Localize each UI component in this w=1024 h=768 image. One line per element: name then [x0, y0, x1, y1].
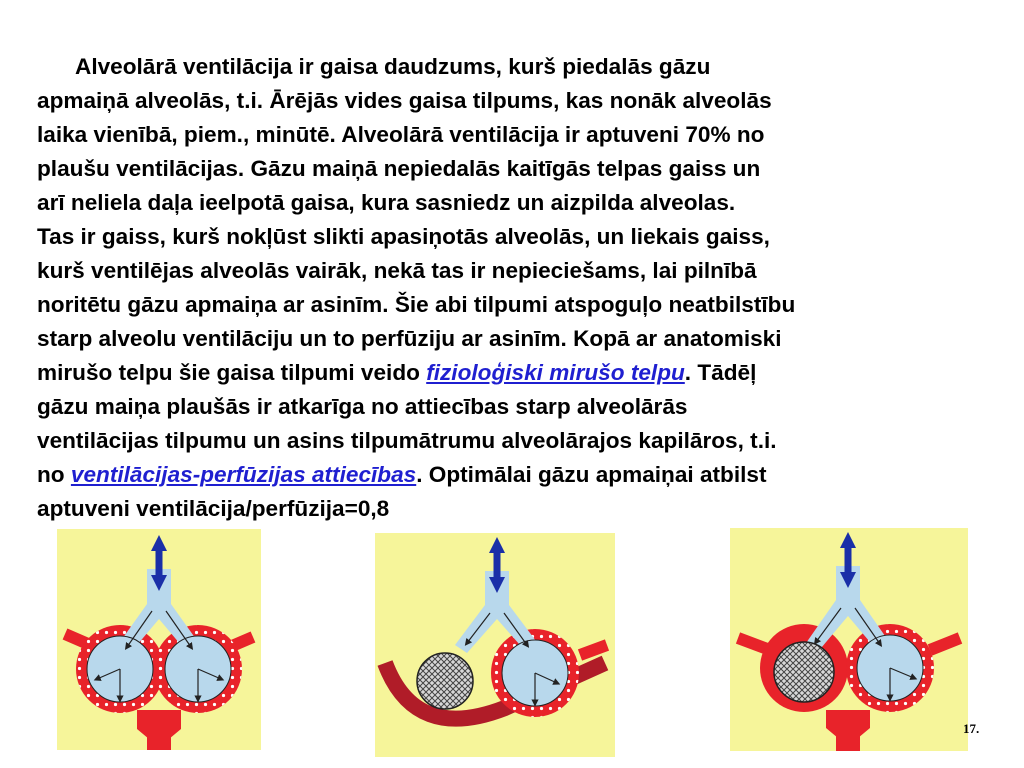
text-line-10 — [37, 356, 997, 390]
text-line-1: Alveolārā ventilācija ir gaisa daudzums, kurš piedalās gāzu — [75, 54, 711, 79]
diagram-normal-vq — [57, 529, 261, 750]
text-line-3: laika vienībā, piem., minūtē. Alveolārā ventilācija ir aptuveni 70% no — [37, 122, 765, 147]
text-line-13-post: . Optimālai gāzu apmaiņai atbilst — [416, 462, 767, 487]
physiological-dead-space-link[interactable]: fizioloģiski mirušo telpu — [426, 360, 685, 385]
diagram-shunt — [375, 533, 615, 757]
page-number: 17. — [963, 721, 980, 736]
text-line-9: starp alveolu ventilāciju un to perfūziju ar asinīm. Kopā ar anatomiski — [37, 326, 782, 351]
diagram-normal-vq-svg — [57, 529, 261, 750]
text-line-14: aptuveni ventilācija/perfūzija=0,8 — [37, 496, 390, 521]
text-line-10-pre: mirušo telpu šie gaisa tilpumi veido — [37, 360, 427, 385]
text-line-10-post: . Tādēļ — [684, 360, 757, 385]
text-line-7: kurš ventilējas alveolās vairāk, nekā tas ir nepieciešams, lai pilnībā — [37, 258, 757, 283]
ventilation-perfusion-ratio-link[interactable]: ventilācijas-perfūzijas attiecības — [70, 462, 417, 487]
text-line-12: ventilācijas tilpumu un asins tilpumātrumu alveolārajos kapilāros, t.i. — [37, 428, 777, 453]
text-line-13 — [37, 458, 997, 492]
diagram-dead-space — [730, 528, 968, 751]
collapsed-alveolus — [417, 653, 473, 709]
text-line-4: plaušu ventilācijas. Gāzu maiņā nepiedalās kaitīgās telpas gaiss un — [37, 156, 761, 181]
diagram-dead-space-svg — [730, 528, 968, 751]
text-line-11: gāzu maiņa plaušās ir atkarīga no attiecības starp alveolārās — [37, 394, 688, 419]
text-line-8: noritētu gāzu apmaiņa ar asinīm. Šie abi tilpumi atspoguļo neatbilstību — [37, 292, 796, 317]
text-line-6: Tas ir gaiss, kurš nokļūst slikti apasiņotās alveolās, un liekais gaiss, — [37, 224, 770, 249]
text-line-5: arī neliela daļa ieelpotā gaisa, kura sasniedz un aizpilda alveolas. — [37, 190, 736, 215]
collapsed-alveolus — [774, 642, 834, 702]
main-text — [37, 50, 997, 526]
text-line-2: apmaiņā alveolās, t.i. Ārējās vides gaisa tilpums, kas nonāk alveolās — [37, 88, 772, 113]
diagram-shunt-svg — [375, 533, 615, 757]
text-line-13-pre: no — [37, 462, 71, 487]
